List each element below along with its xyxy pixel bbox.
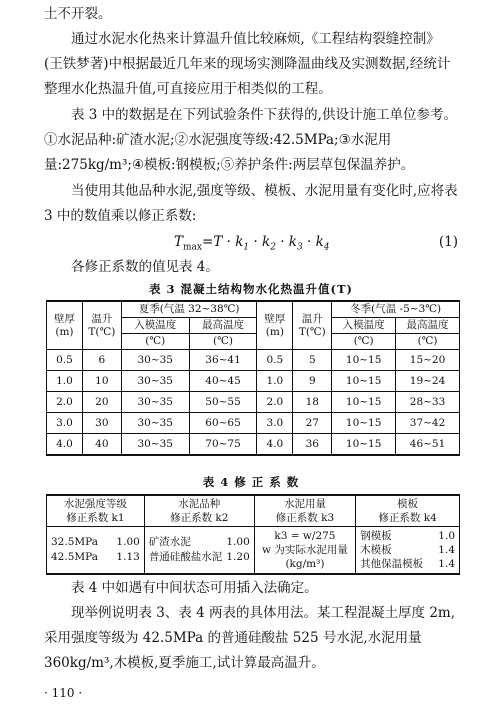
header-winter: 冬季(气温 -5~3℃) bbox=[332, 301, 460, 318]
header-mold: 模板 修正系数 k4 bbox=[356, 495, 460, 527]
cell-cement-grade: 32.5MPa 1.00 42.5MPa 1.13 bbox=[47, 527, 145, 575]
paragraph-continuation: 土不开裂。 bbox=[44, 6, 112, 22]
table-row: 3.0 30 30~35 60~65 3.0 27 10~15 37~42 bbox=[47, 413, 460, 434]
paragraph-example: 现举例说明表 3、表 4 两表的具体用法。某工程混凝土厚度 2m,采用强度等级为 42.5MPa 的普通硅酸盐 525 号水泥,水泥用量 360kg/m³,木模板,夏季施工,试计算最高温升。 bbox=[44, 605, 456, 671]
header-thickness-winter: 壁厚 (m) bbox=[257, 301, 293, 350]
header-temp-rise-winter: 温升 T(℃) bbox=[293, 301, 332, 350]
formula-expression: $T_{max}=T \cdot k_1 \cdot k_2 \cdot k_3 \cdot k_4$ bbox=[174, 234, 330, 253]
cell-cement-amount: k3 = w/275 w 为实际水泥用量 (kg/m³) bbox=[254, 527, 355, 575]
table-row: 0.5 6 30~35 36~41 0.5 5 10~15 15~20 bbox=[47, 350, 460, 371]
header-summer-mold-temp: 入模温度 bbox=[121, 318, 189, 334]
header-winter-max-temp: 最高温度 bbox=[396, 318, 460, 334]
header-summer-max-temp: 最高温度 bbox=[189, 318, 257, 334]
header-cement-amount: 水泥用量 修正系数 k3 bbox=[254, 495, 355, 527]
header-summer: 夏季(气温 32~38℃) bbox=[121, 301, 257, 318]
paragraph-test-conditions: 表 3 中的数据是在下列试验条件下获得的,供设计施工单位参考。①水泥品种:矿渣水泥;②水泥强度等级:42.5MPa;③水泥用量:275kg/m³;④模板:钢模板;⑤养护条件:两层草包保温养护。 bbox=[44, 107, 457, 173]
table4-caption: 表 4 修 正 系 数 bbox=[202, 475, 300, 489]
header-cement-kind: 水泥品种 修正系数 k2 bbox=[144, 495, 254, 527]
header-unit: (℃) bbox=[189, 334, 257, 350]
header-cement-grade: 水泥强度等级 修正系数 k1 bbox=[47, 495, 145, 527]
header-unit: (℃) bbox=[121, 334, 189, 350]
table-row: 2.0 20 30~35 50~55 2.0 18 10~15 28~33 bbox=[47, 392, 460, 413]
table-row: 4.0 40 30~35 70~75 4.0 36 10~15 46~51 bbox=[47, 434, 460, 456]
cell-mold: 钢模板 1.0 木模板 1.4 其他保温模板 1.4 bbox=[356, 527, 460, 575]
table3-caption: 表 3 混凝土结构物水化热温升值(T) bbox=[149, 282, 353, 296]
header-unit: (℃) bbox=[396, 334, 460, 350]
paragraph-table4-ref: 各修正系数的值见表 4。 bbox=[71, 259, 219, 275]
header-unit: (℃) bbox=[332, 334, 396, 350]
paragraph-correction-intro: 当使用其他品种水泥,强度等级、模板、水泥用量有变化时,应将表 3 中的数值乘以修正系数: bbox=[44, 183, 458, 224]
header-winter-mold-temp: 入模温度 bbox=[332, 318, 396, 334]
table-row bbox=[47, 527, 460, 575]
page-number: · 110 · bbox=[44, 686, 83, 700]
table-row: 1.0 10 30~35 40~45 1.0 9 10~15 19~24 bbox=[47, 371, 460, 392]
header-temp-rise: 温升 T(℃) bbox=[82, 301, 121, 350]
formula-tmax bbox=[44, 230, 458, 254]
formula-number: (1) bbox=[438, 234, 458, 250]
paragraph-interpolation-note: 表 4 中如遇有中间状态可用插入法确定。 bbox=[71, 580, 318, 596]
table-correction-coefficients bbox=[46, 494, 460, 575]
cell-cement-kind: 矿渣水泥 1.00 普通硅酸盐水泥 1.20 bbox=[144, 527, 254, 575]
header-thickness: 壁厚 (m) bbox=[47, 301, 83, 350]
paragraph-method-intro: 通过水泥水化热来计算温升值比较麻烦,《工程结构裂缝控制》(王铁梦著)中根据最近几年来的现场实测降温曲线及实测数据,经统计整理水化热温升值,可直接应用于相类似的工程。 bbox=[44, 31, 451, 97]
table-temperature-rise bbox=[46, 300, 460, 456]
